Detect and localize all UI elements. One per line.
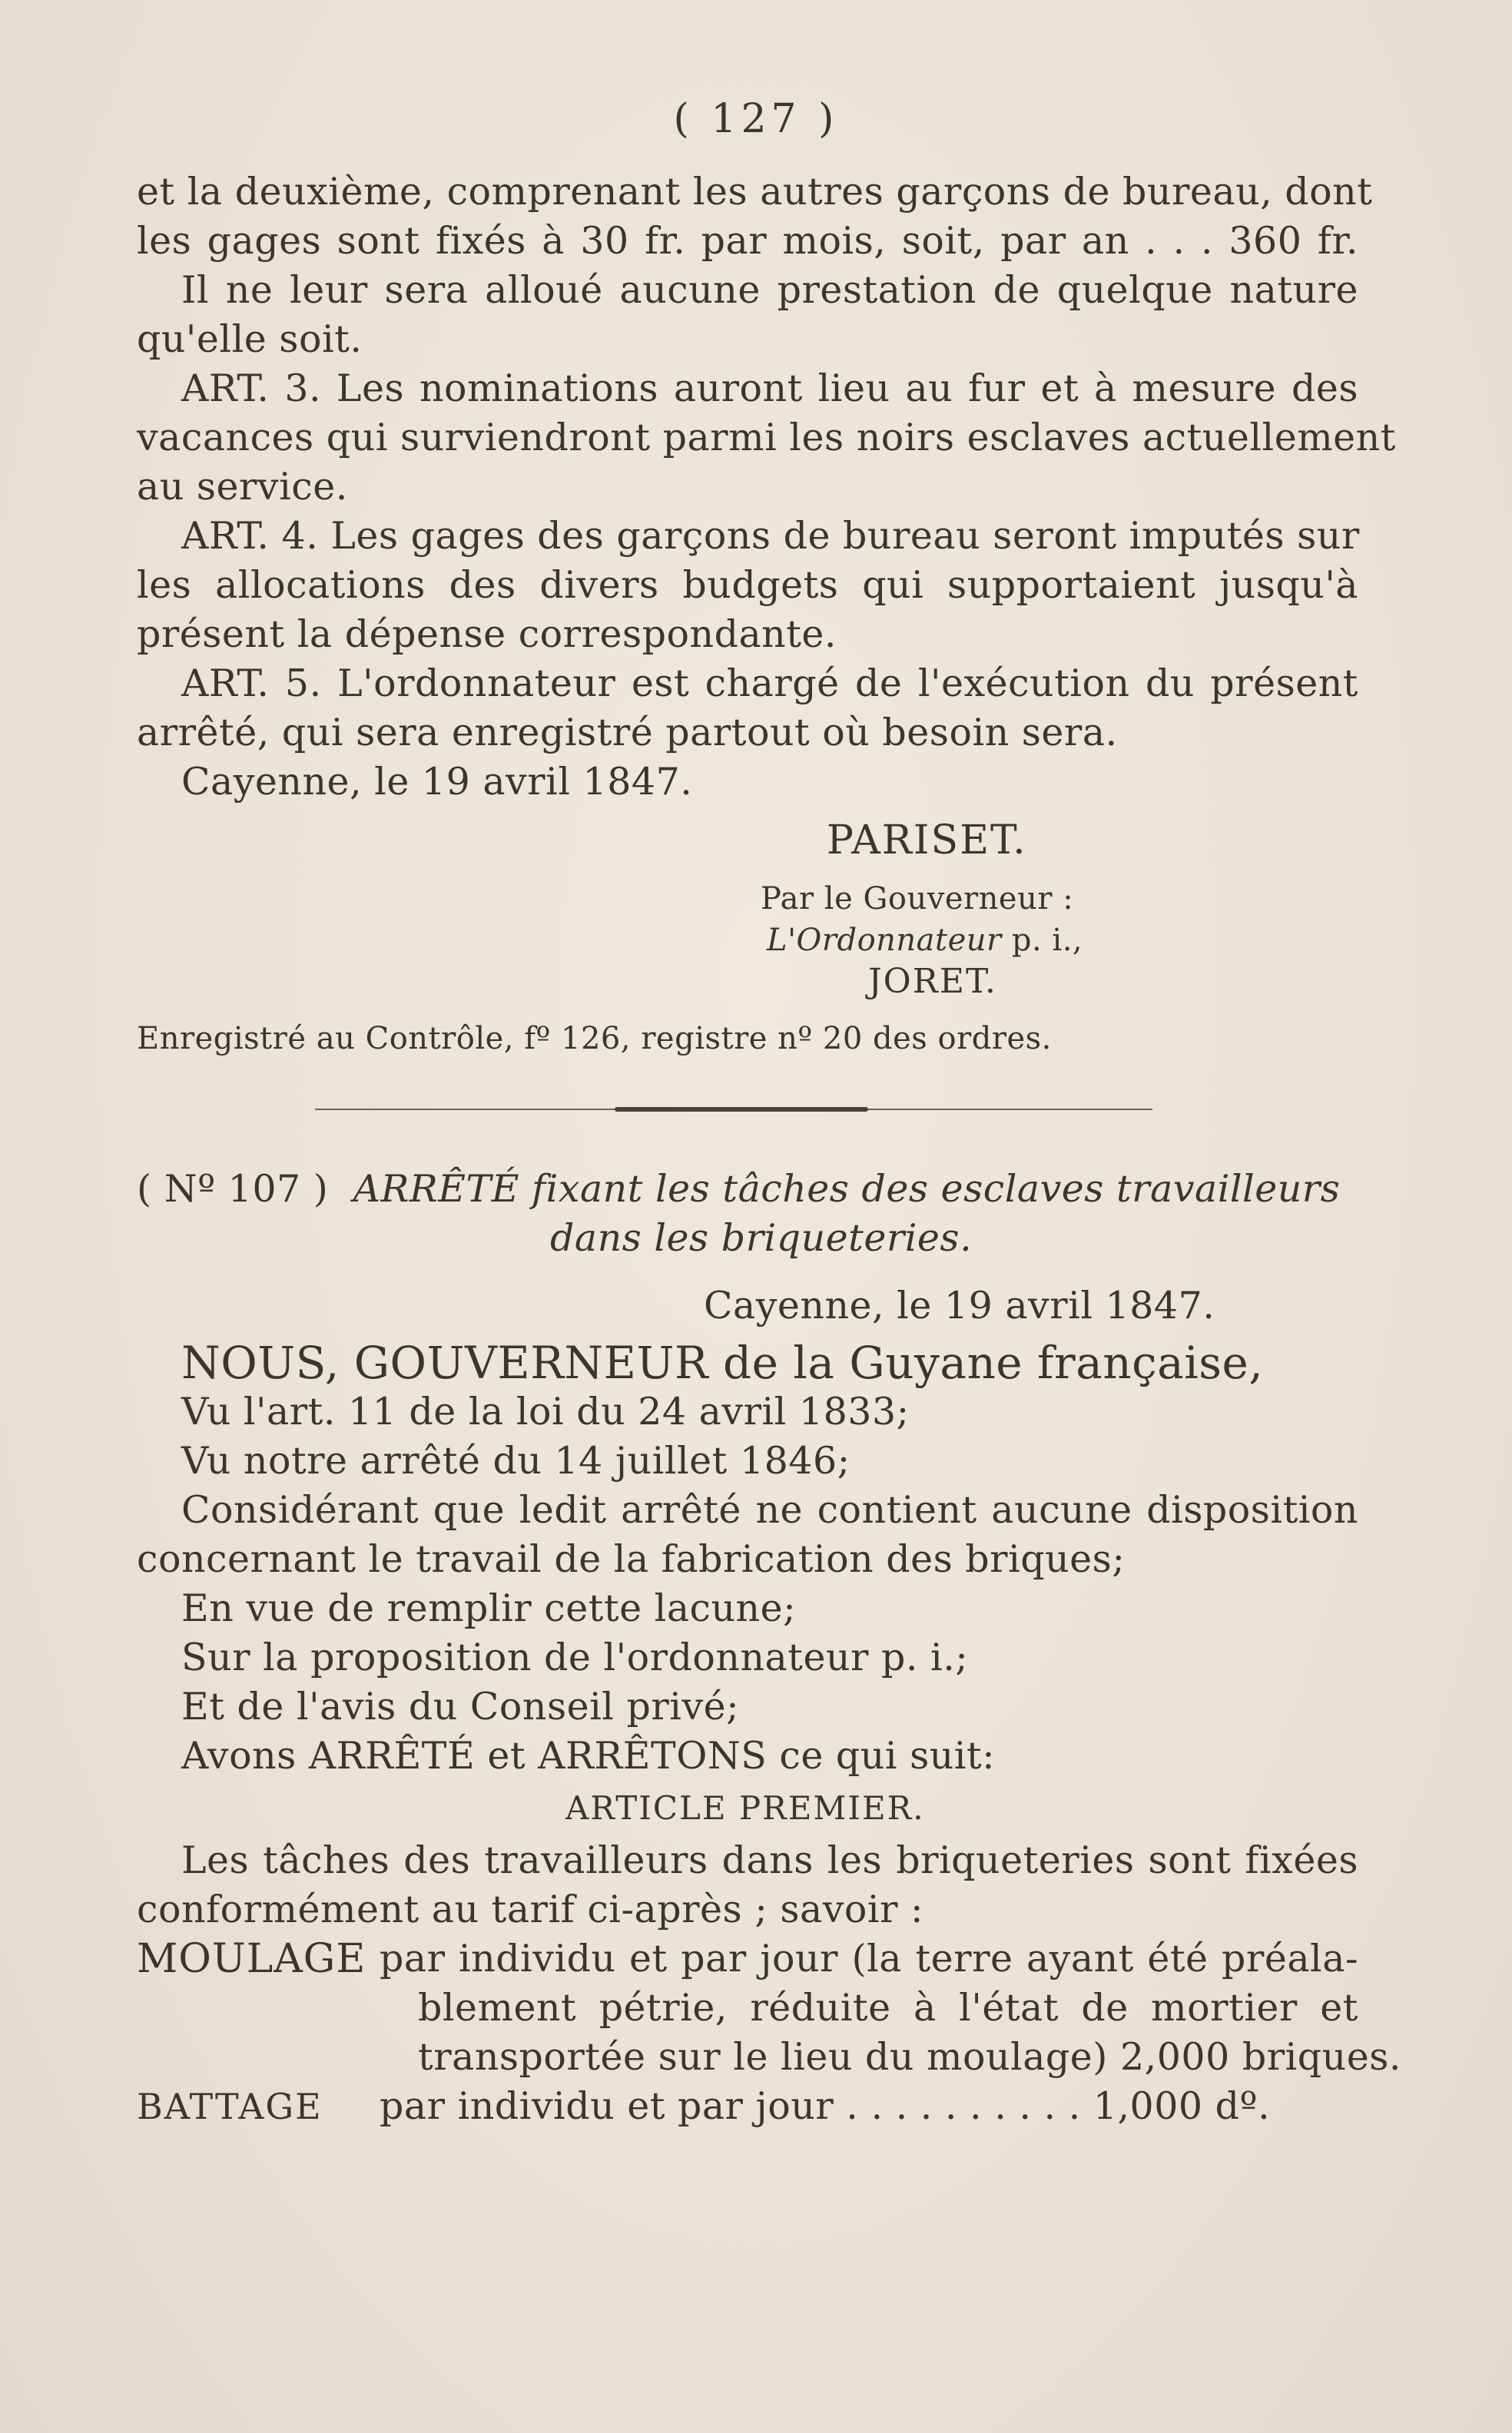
signature-name: PARISET. xyxy=(827,817,1027,863)
decree-title-continued: dans les briqueteries. xyxy=(550,1216,973,1260)
decree-line: concernant le travail de la fabrication des briques; xyxy=(137,1537,1126,1581)
battage-line: par individu et par jour . . . . . . . . . . 1,000 dº. xyxy=(380,2084,1271,2128)
text-line: les gages sont fixés à 30 fr. par mois, soit, par an . . . 360 fr. xyxy=(137,219,1358,263)
battage-label: BATTAGE xyxy=(137,2086,323,2127)
text-line: qu'elle soit. xyxy=(137,317,363,361)
text-line: arrêté, qui sera enregistré partout où besoin sera. xyxy=(137,711,1118,754)
text-line: présent la dépense correspondante. xyxy=(137,612,837,656)
moulage-line: par individu et par jour (la terre ayant été préala- xyxy=(380,1937,1358,1981)
moulage-line: blement pétrie, réduite à l'état de mortier et xyxy=(418,1986,1358,2030)
decree-line: Et de l'avis du Conseil privé; xyxy=(181,1685,740,1729)
signature-name-2: JORET. xyxy=(868,962,997,1001)
text-line: ART. 3. Les nominations auront lieu au fur et à mesure des xyxy=(181,366,1358,410)
decree-line: En vue de remplir cette lacune; xyxy=(181,1586,797,1630)
decree-line: Vu l'art. 11 de la loi du 24 avril 1833; xyxy=(181,1390,910,1434)
article-line: Les tâches des travailleurs dans les briqueteries sont fixées xyxy=(181,1838,1358,1882)
signature-role-title: L'Ordonnateur xyxy=(767,923,1002,958)
text-line: vacances qui surviendront parmi les noirs esclaves actuellement xyxy=(137,416,1396,459)
text-line: les allocations des divers budgets qui supportaient jusqu'à xyxy=(137,563,1358,607)
moulage-line: transportée sur le lieu du moulage) 2,000 briques. xyxy=(418,2035,1401,2079)
decree-line: Vu notre arrêté du 14 juillet 1846; xyxy=(181,1439,850,1483)
decree-line: Considérant que ledit arrêté ne contient aucune disposition xyxy=(181,1488,1358,1532)
decree-place-date: Cayenne, le 19 avril 1847. xyxy=(704,1284,1215,1328)
article-line: conformément au tarif ci-après ; savoir : xyxy=(137,1888,924,1931)
decree-title: ARRÊTÉ fixant les tâches des esclaves travailleurs xyxy=(353,1167,1341,1211)
text-line: Il ne leur sera alloué aucune prestation de quelque nature xyxy=(181,268,1358,312)
article-heading: ARTICLE PREMIER. xyxy=(565,1789,925,1827)
moulage-label: MOULAGE xyxy=(137,1936,366,1982)
decree-number: ( Nº 107 ) xyxy=(137,1167,329,1211)
decree-opening: NOUS, GOUVERNEUR de la Guyane française, xyxy=(181,1337,1264,1389)
text-line: et la deuxième, comprenant les autres garçons de bureau, dont xyxy=(137,170,1373,214)
text-line: au service. xyxy=(137,465,348,509)
registration-note: Enregistré au Contrôle, fº 126, registre nº 20 des ordres. xyxy=(137,1021,1052,1056)
signature-role-suffix: p. i., xyxy=(1001,923,1083,958)
text-line: ART. 5. L'ordonnateur est chargé de l'exécution du présent xyxy=(181,661,1358,705)
decree-line: Avons ARRÊTÉ et ARRÊTONS ce qui suit: xyxy=(181,1734,996,1778)
decree-heading xyxy=(137,1165,1358,1214)
page-number: ( 127 ) xyxy=(673,96,839,142)
text-line: Cayenne, le 19 avril 1847. xyxy=(181,760,693,804)
signature-by: Par le Gouverneur : xyxy=(761,881,1074,917)
text-line: ART. 4. Les gages des garçons de bureau seront imputés sur xyxy=(181,514,1360,558)
separator-rule-ornament xyxy=(615,1107,868,1112)
decree-line: Sur la proposition de l'ordonnateur p. i.; xyxy=(181,1636,969,1679)
